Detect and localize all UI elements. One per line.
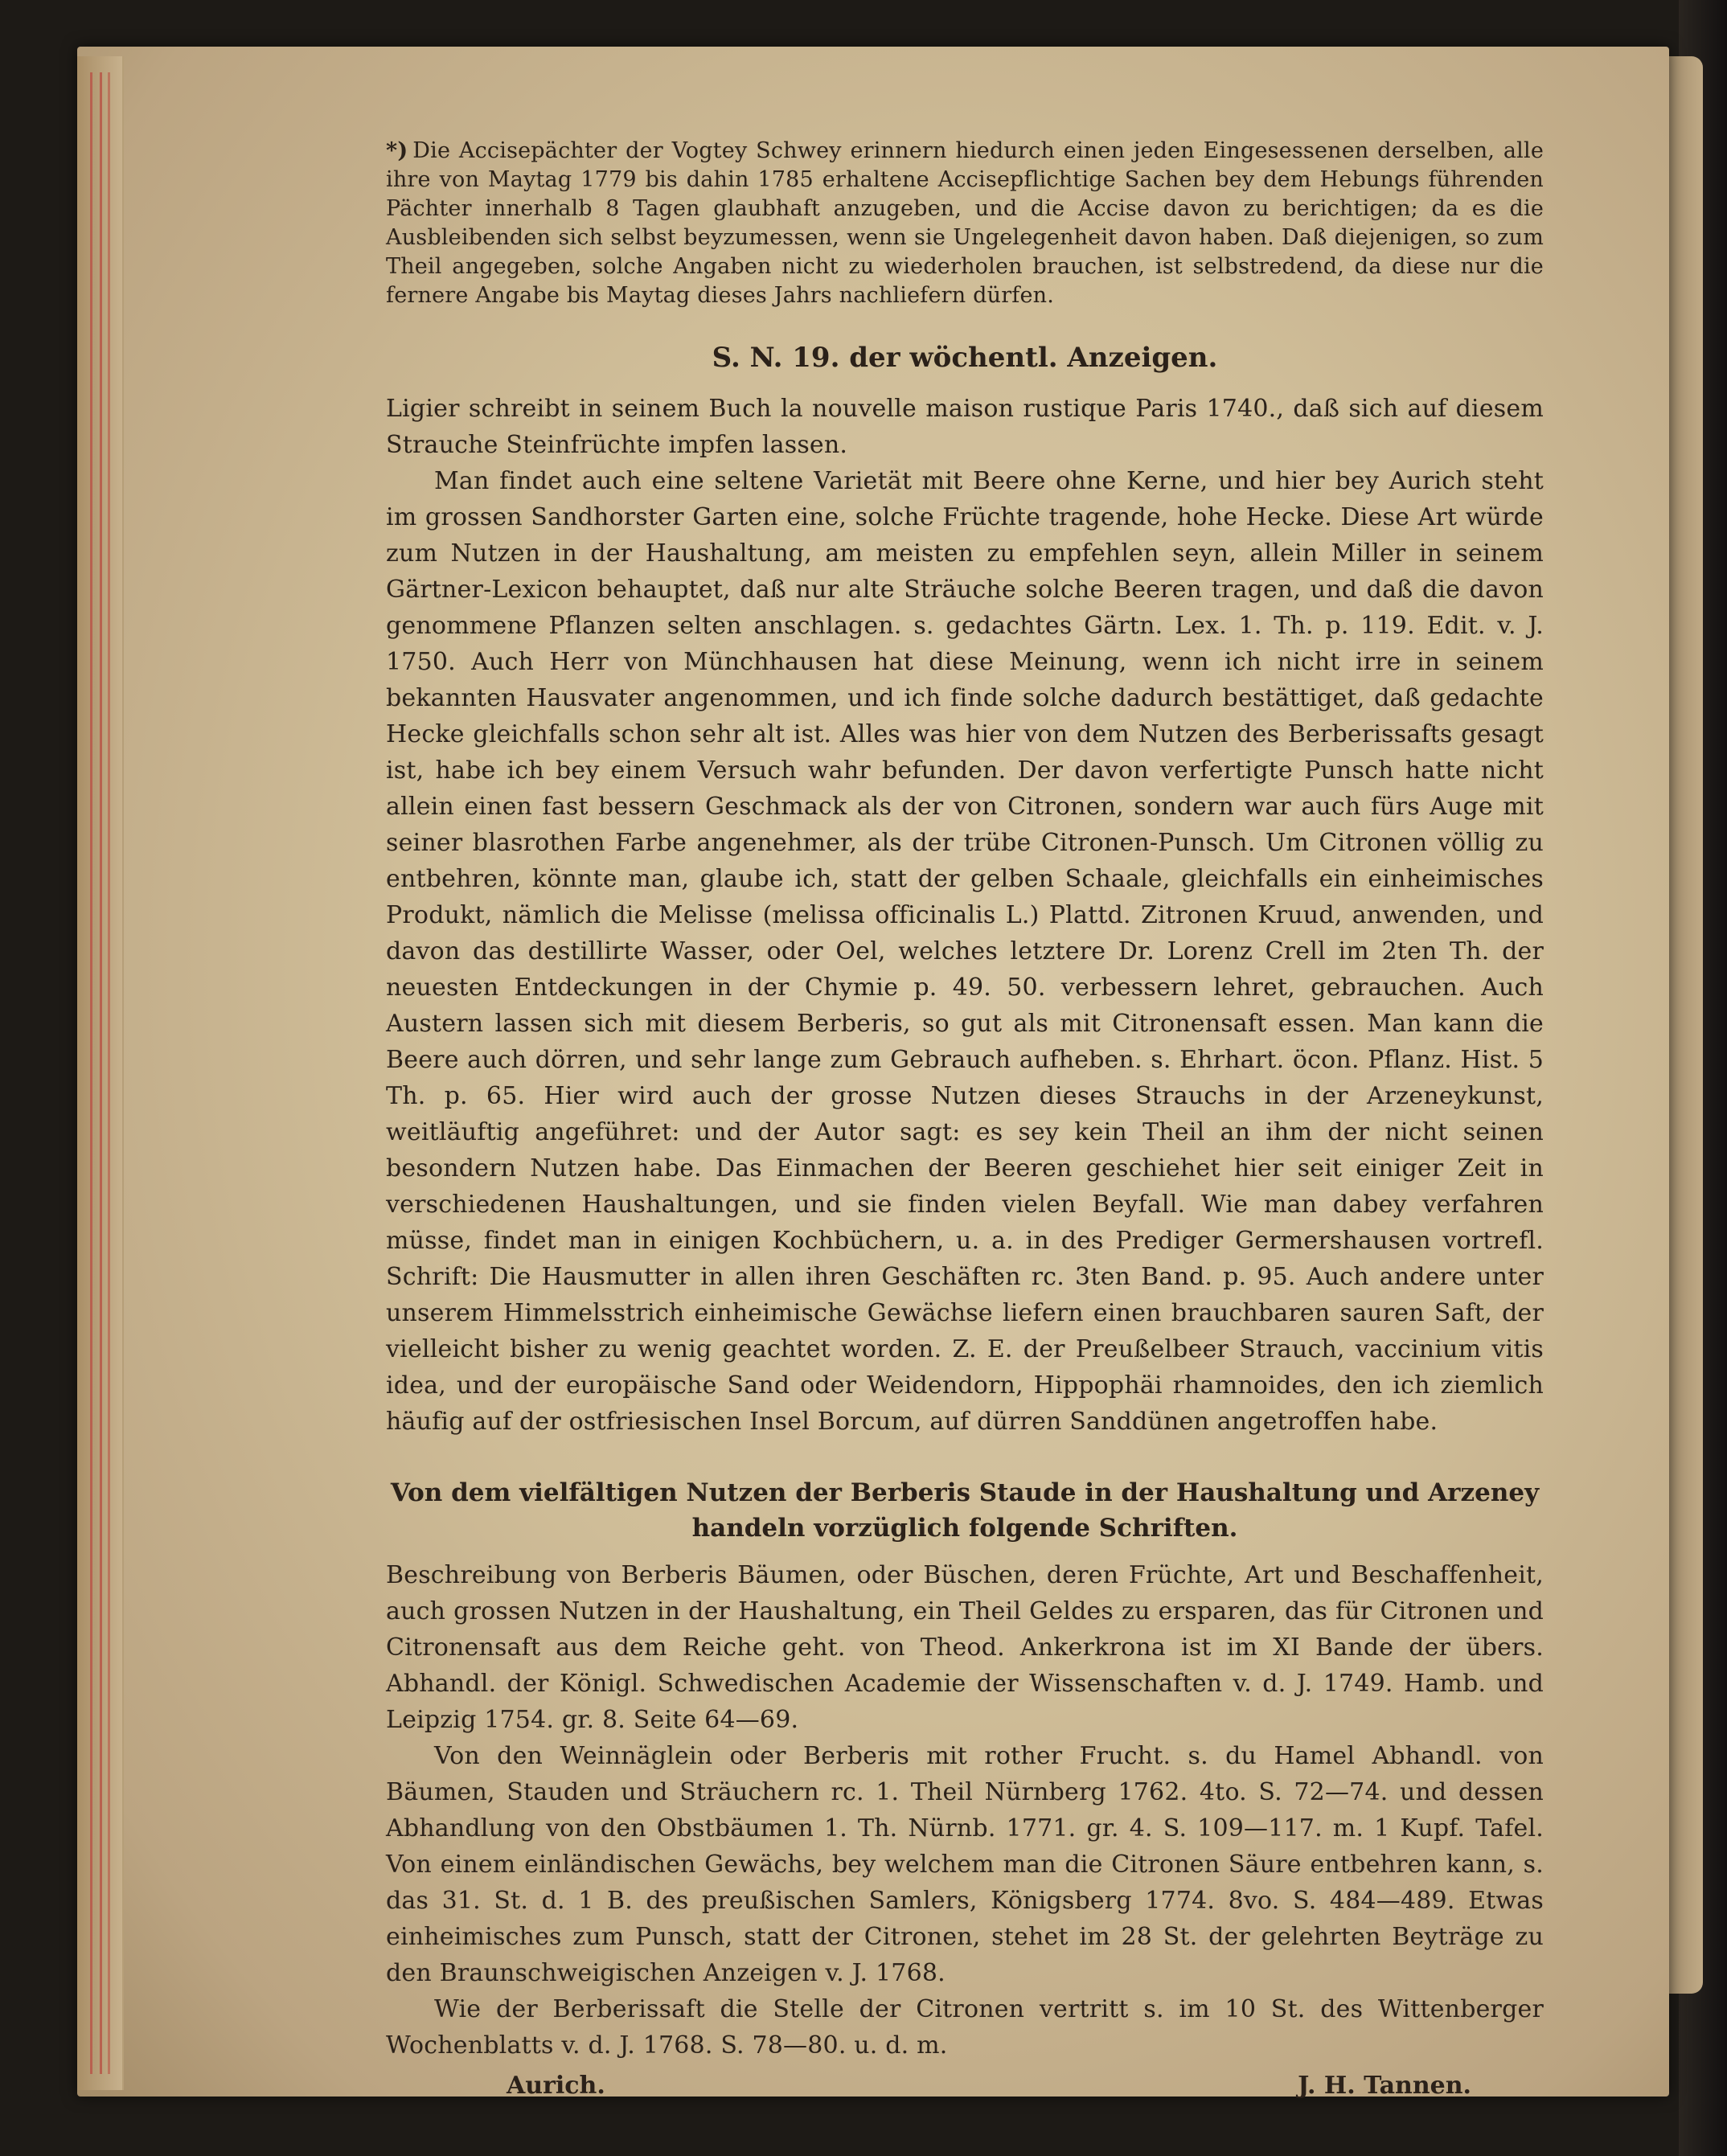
- red-edge-line: [90, 72, 92, 2074]
- signature-place: Aurich.: [507, 2072, 605, 2100]
- signature-row: [386, 2068, 1544, 2104]
- red-edge-line: [108, 72, 110, 2074]
- footnote-text: Die Accisepächter der Vogtey Schwey erinnern hiedurch einen jeden Eingesessenen derselben, alle ihre von Maytag 1779 bis dahin 1785 erhaltene Accisepflichtige Sachen bey dem Hebungs führenden Pächter innerhalb 8 Tagen glaubhaft anzugeben, und die Accise davon zu berichtigen; da es die Ausbleibenden sich selbst beyzumessen, wenn sie Ungelegenheit davon haben. Daß diejenigen, so zum Theil angegeben, solche Angaben nicht zu wiederholen brauchen, ist selbstredend, da diese nur die fernere Angabe bis Maytag dieses Jahrs nachliefern dürfen.: [386, 138, 1544, 308]
- red-edge-line: [100, 72, 102, 2074]
- paragraph: Ligier schreibt in seinem Buch la nouvelle maison rustique Paris 1740., daß sich auf diesem Strauche Steinfrüchte impfen lassen.: [386, 395, 1544, 459]
- reference-entry: Von den Weinnäglein oder Berberis mit rother Frucht. s. du Hamel Abhandl. von Bäumen, Stauden und Sträuchern rc. 1. Theil Nürnberg 1762. 4to. S. 72—74. und dessen Abhandlung von den Obstbäumen 1. Th. Nürnb. 1771. gr. 4. S. 109—117. m. 1 Kupf. Tafel. Von einem einländischen Gewächs, bey welchem man die Citronen Säure entbehren kann, s. das 31. St. d. 1 B. des preußischen Samlers, Königsberg 1774. 8vo. S. 484—489. Etwas einheimisches zum Punsch, statt der Citronen, stehet im 28 St. der gelehrten Beyträge zu den Braunschweigischen Anzeigen v. J. 1768.: [386, 1742, 1544, 1987]
- reference-entry: Wie der Berberissaft die Stelle der Citronen vertritt s. im 10 St. des Wittenberger Wochenblatts v. d. J. 1768. S. 78—80. u. d. m.: [386, 1995, 1544, 2060]
- footnote: [386, 137, 1544, 310]
- reference-entry: Beschreibung von Berberis Bäumen, oder Büschen, deren Früchte, Art und Beschaffenheit, auch grossen Nutzen in der Haushaltung, ein Theil Geldes zu ersparen, das für Citronen und Citronensaft aus dem Reiche geht. von Theod. Ankerkrona ist im XI Bande der übers. Abhandl. der Königl. Schwedischen Academie der Wissenschaften v. d. J. 1749. Hamb. und Leipzig 1754. gr. 8. Seite 64—69.: [386, 1561, 1544, 1734]
- section-heading: S. N. 19. der wöchentl. Anzeigen.: [712, 342, 1218, 374]
- paragraph: Man findet auch eine seltene Varietät mit Beere ohne Kerne, und hier bey Aurich steht im grossen Sandhorster Garten eine, solche Früchte tragende, hohe Hecke. Diese Art würde zum Nutzen in der Haushaltung, am meisten zu empfehlen seyn, allein Miller in seinem Gärtner-Lexicon behauptet, daß nur alte Sträuche solche Beeren tragen, und daß die davon genommene Pflanzen selten anschlagen. s. gedachtes Gärtn. Lex. 1. Th. p. 119. Edit. v. J. 1750. Auch Herr von Münchhausen hat diese Meinung, wenn ich nicht irre in seinem bekannten Hausvater angenommen, und ich finde solche dadurch bestättiget, daß gedachte Hecke gleichfalls schon sehr alt ist. Alles was hier von dem Nutzen des Berberissafts gesagt ist, habe ich bey einem Versuch wahr befunden. Der davon verfertigte Punsch hatte nicht allein einen fast bessern Geschmack als der von Citronen, sondern war auch fürs Auge mit seiner blasrothen Farbe angenehmer, als der trübe Citronen-Punsch. Um Citronen völlig zu entbehren, könnte man, glaube ich, statt der gelben Schaale, gleichfalls ein einheimisches Produkt, nämlich die Melisse (melissa officinalis L.) Plattd. Zitronen Kruud, anwenden, und davon das destillirte Wasser, oder Oel, welches letztere Dr. Lorenz Crell im 2ten Th. der neuesten Entdeckungen in der Chymie p. 49. 50. verbessern lehret, gebrauchen. Auch Austern lassen sich mit diesem Berberis, so gut als mit Citronensaft essen. Man kann die Beere auch dörren, und sehr lange zum Gebrauch aufheben. s. Ehrhart. öcon. Pflanz. Hist. 5 Th. p. 65. Hier wird auch der grosse Nutzen dieses Strauchs in der Arzeneykunst, weitläuftig angeführet: und der Autor sagt: es sey kein Theil an ihm der nicht seinen besondern Nutzen habe. Das Einmachen der Beeren geschiehet hier seit einiger Zeit in verschiedenen Haushaltungen, und sie finden vielen Beyfall. Wie man dabey verfahren müsse, findet man in einigen Kochbüchern, u. a. in des Prediger Germershausen vortrefl. Schrift: Die Hausmutter in allen ihren Geschäften rc. 3ten Band. p. 95. Auch andere unter unserem Himmelsstrich einheimische Gewächse liefern einen brauchbaren sauren Saft, der vielleicht bisher zu wenig geachtet worden. Z. E. der Preußelbeer Strauch, vaccinium vitis idea, und der europäische Sand oder Weidendorn, Hippophäi rhamnoides, den ich ziemlich häufig auf der ostfriesischen Insel Borcum, auf dürren Sanddünen angetroffen habe.: [386, 467, 1544, 1436]
- footnote-mark: *): [386, 138, 408, 163]
- signature-author: J. H. Tannen.: [1298, 2072, 1471, 2100]
- document-body: [386, 137, 1544, 2104]
- references-heading: Von dem vielfältigen Nutzen der Berberis Staude in der Haushaltung und Arzeney handeln vorzüglich folgende Schriften.: [390, 1478, 1540, 1543]
